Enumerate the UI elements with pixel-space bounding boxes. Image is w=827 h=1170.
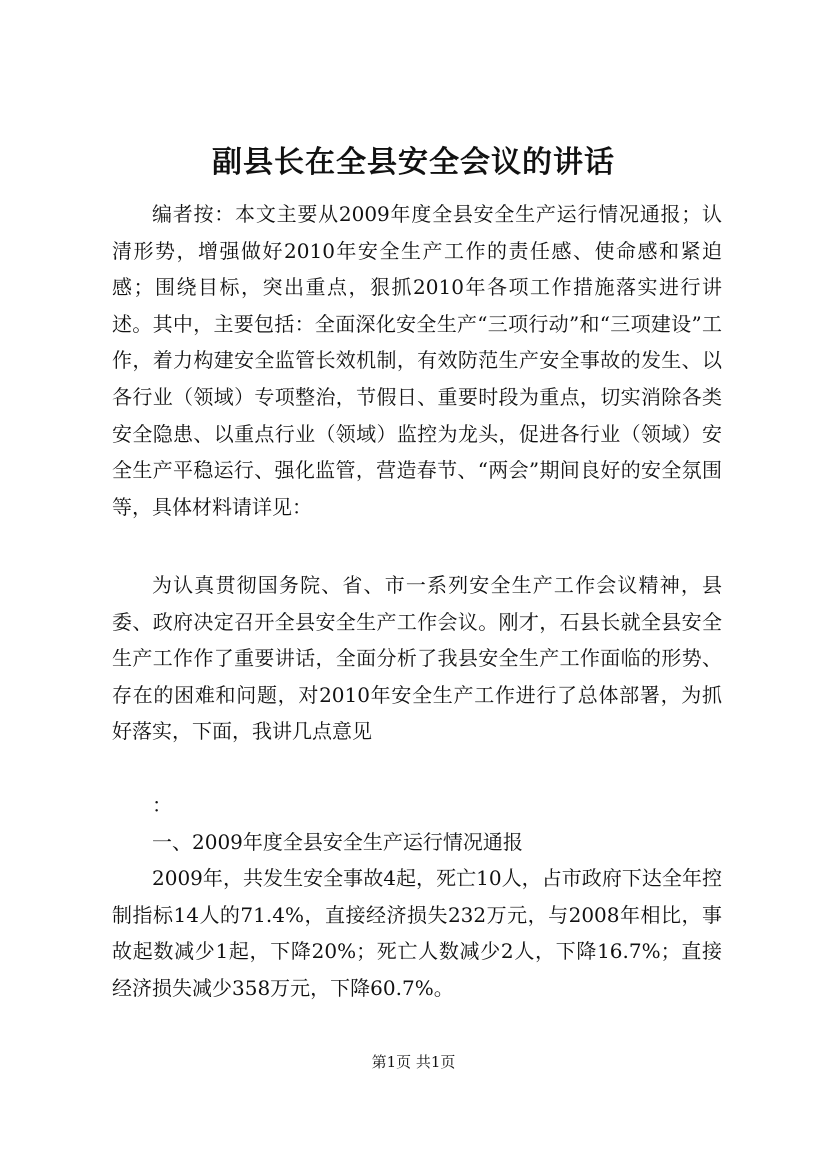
intro-paragraph: 为认真贯彻国务院、省、市一系列安全生产工作会议精神，县委、政府决定召开全县安全生产工作会议。刚才，石县长就全县安全生产工作作了重要讲话，全面分析了我县安全生产工作面临的形势、存在的困难和问题，对2010年安全生产工作进行了总体部署，为抓好落实，下面，我讲几点意见 <box>112 573 722 744</box>
colon-line: ： <box>152 793 172 817</box>
page-footer: 第1页 共1页 <box>371 1053 456 1071</box>
section-heading: 一、2009年度全县安全生产运行情况通报 <box>152 830 523 854</box>
editor-note-paragraph: 编者按：本文主要从2009年度全县安全生产运行情况通报；认清形势，增强做好2010年安全生产工作的责任感、使命感和紧迫感；围绕目标，突出重点，狠抓2010年各项工作措施落实进行讲述。其中，主要包括：全面深化安全生产“三项行动”和“三项建设”工作，着力构建安全监管长效机制，有效防范生产安全事故的发生、以各行业（领域）专项整治，节假日、重要时段为重点，切实消除各类安全隐患、以重点行业（领域）监控为龙头，促进各行业（领域）安全生产平稳运行、强化监管，营造春节、“两会”期间良好的安全氛围等，具体材料请详见： <box>112 202 722 519</box>
statistics-paragraph: 2009年，共发生安全事故4起，死亡10人，占市政府下达全年控制指标14人的71.4%，直接经济损失232万元，与2008年相比，事故起数减少1起，下降20%；死亡人数减少2人，下降16.7%；直接经济损失减少358万元，下降60.7%。 <box>112 866 722 1000</box>
document-title: 副县长在全县安全会议的讲话 <box>212 145 615 180</box>
